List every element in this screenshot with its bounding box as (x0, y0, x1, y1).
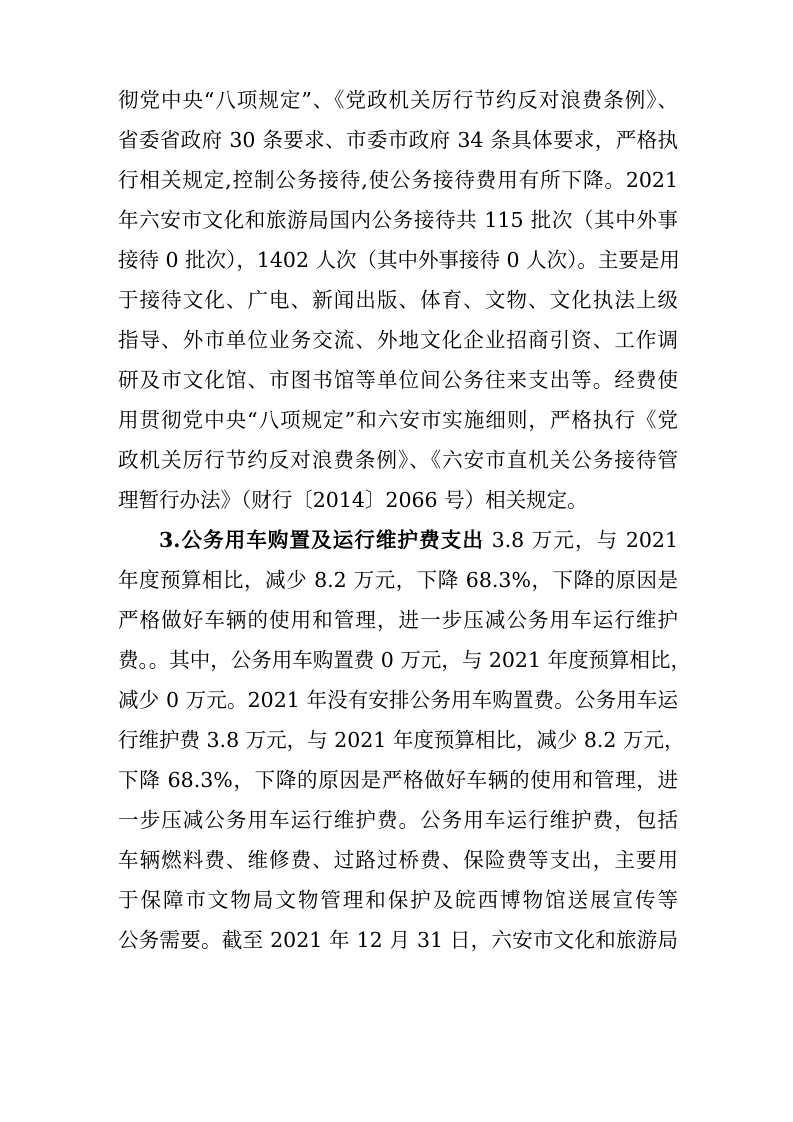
section-heading: 3.公务用车购置及运行维护费支出 (159, 528, 484, 552)
text-line: 公务需要。截至 2021 年 12 月 31 日，六安市文化和旅游局 (118, 928, 678, 952)
text-line: 减少 0 万元。2021 年没有安排公务用车购置费。公务用车运 (118, 688, 678, 712)
text-line: 于保障市文物局文物管理和保护及皖西博物馆送展宣传等 (118, 888, 678, 912)
text-line: 接待 0 批次），1402 人次（其中外事接待 0 人次）。主要是用 (118, 248, 680, 272)
text-line: 理暂行办法》（财行〔2014〕2066 号）相关规定。 (118, 488, 588, 512)
text-line: 政机关厉行节约反对浪费条例》、《六安市直机关公务接待管 (118, 448, 678, 472)
text-line: 车辆燃料费、维修费、过路过桥费、保险费等支出，主要用 (118, 848, 678, 872)
text-line: 严格做好车辆的使用和管理，进一步压减公务用车运行维护 (118, 608, 678, 632)
text-line: 指导、外市单位业务交流、外地文化企业招商引资、工作调 (118, 328, 678, 352)
text-line: 彻党中央“八项规定”、《党政机关厉行节约反对浪费条例》、 (118, 88, 678, 112)
text-line: 行相关规定,控制公务接待,使公务接待费用有所下降。2021 (118, 168, 678, 192)
text-line: 研及市文化馆、市图书馆等单位间公务往来支出等。经费使 (118, 368, 678, 392)
body-text (118, 80, 692, 960)
text-line: 年六安市文化和旅游局国内公务接待共 115 批次（其中外事 (118, 208, 678, 232)
text-line: 费。。其中，公务用车购置费 0 万元，与 2021 年度预算相比， (118, 648, 692, 672)
text-line: 下降 68.3%，下降的原因是严格做好车辆的使用和管理，进 (118, 768, 678, 792)
text-line: 年度预算相比，减少 8.2 万元，下降 68.3%，下降的原因是 (118, 568, 678, 592)
text-line: 省委省政府 30 条要求、市委市政府 34 条具体要求，严格执 (118, 128, 678, 152)
text-line: 一步压减公务用车运行维护费。公务用车运行维护费，包括 (118, 808, 678, 832)
section-heading-text: 3.8 万元，与 2021 (483, 528, 678, 552)
section-heading-line (118, 520, 678, 560)
text-line: 于接待文化、广电、新闻出版、体育、文物、文化执法上级 (118, 288, 678, 312)
text-line: 用贯彻党中央“八项规定”和六安市实施细则，严格执行《党 (118, 408, 678, 432)
text-line: 行维护费 3.8 万元，与 2021 年度预算相比，减少 8.2 万元， (118, 728, 685, 752)
